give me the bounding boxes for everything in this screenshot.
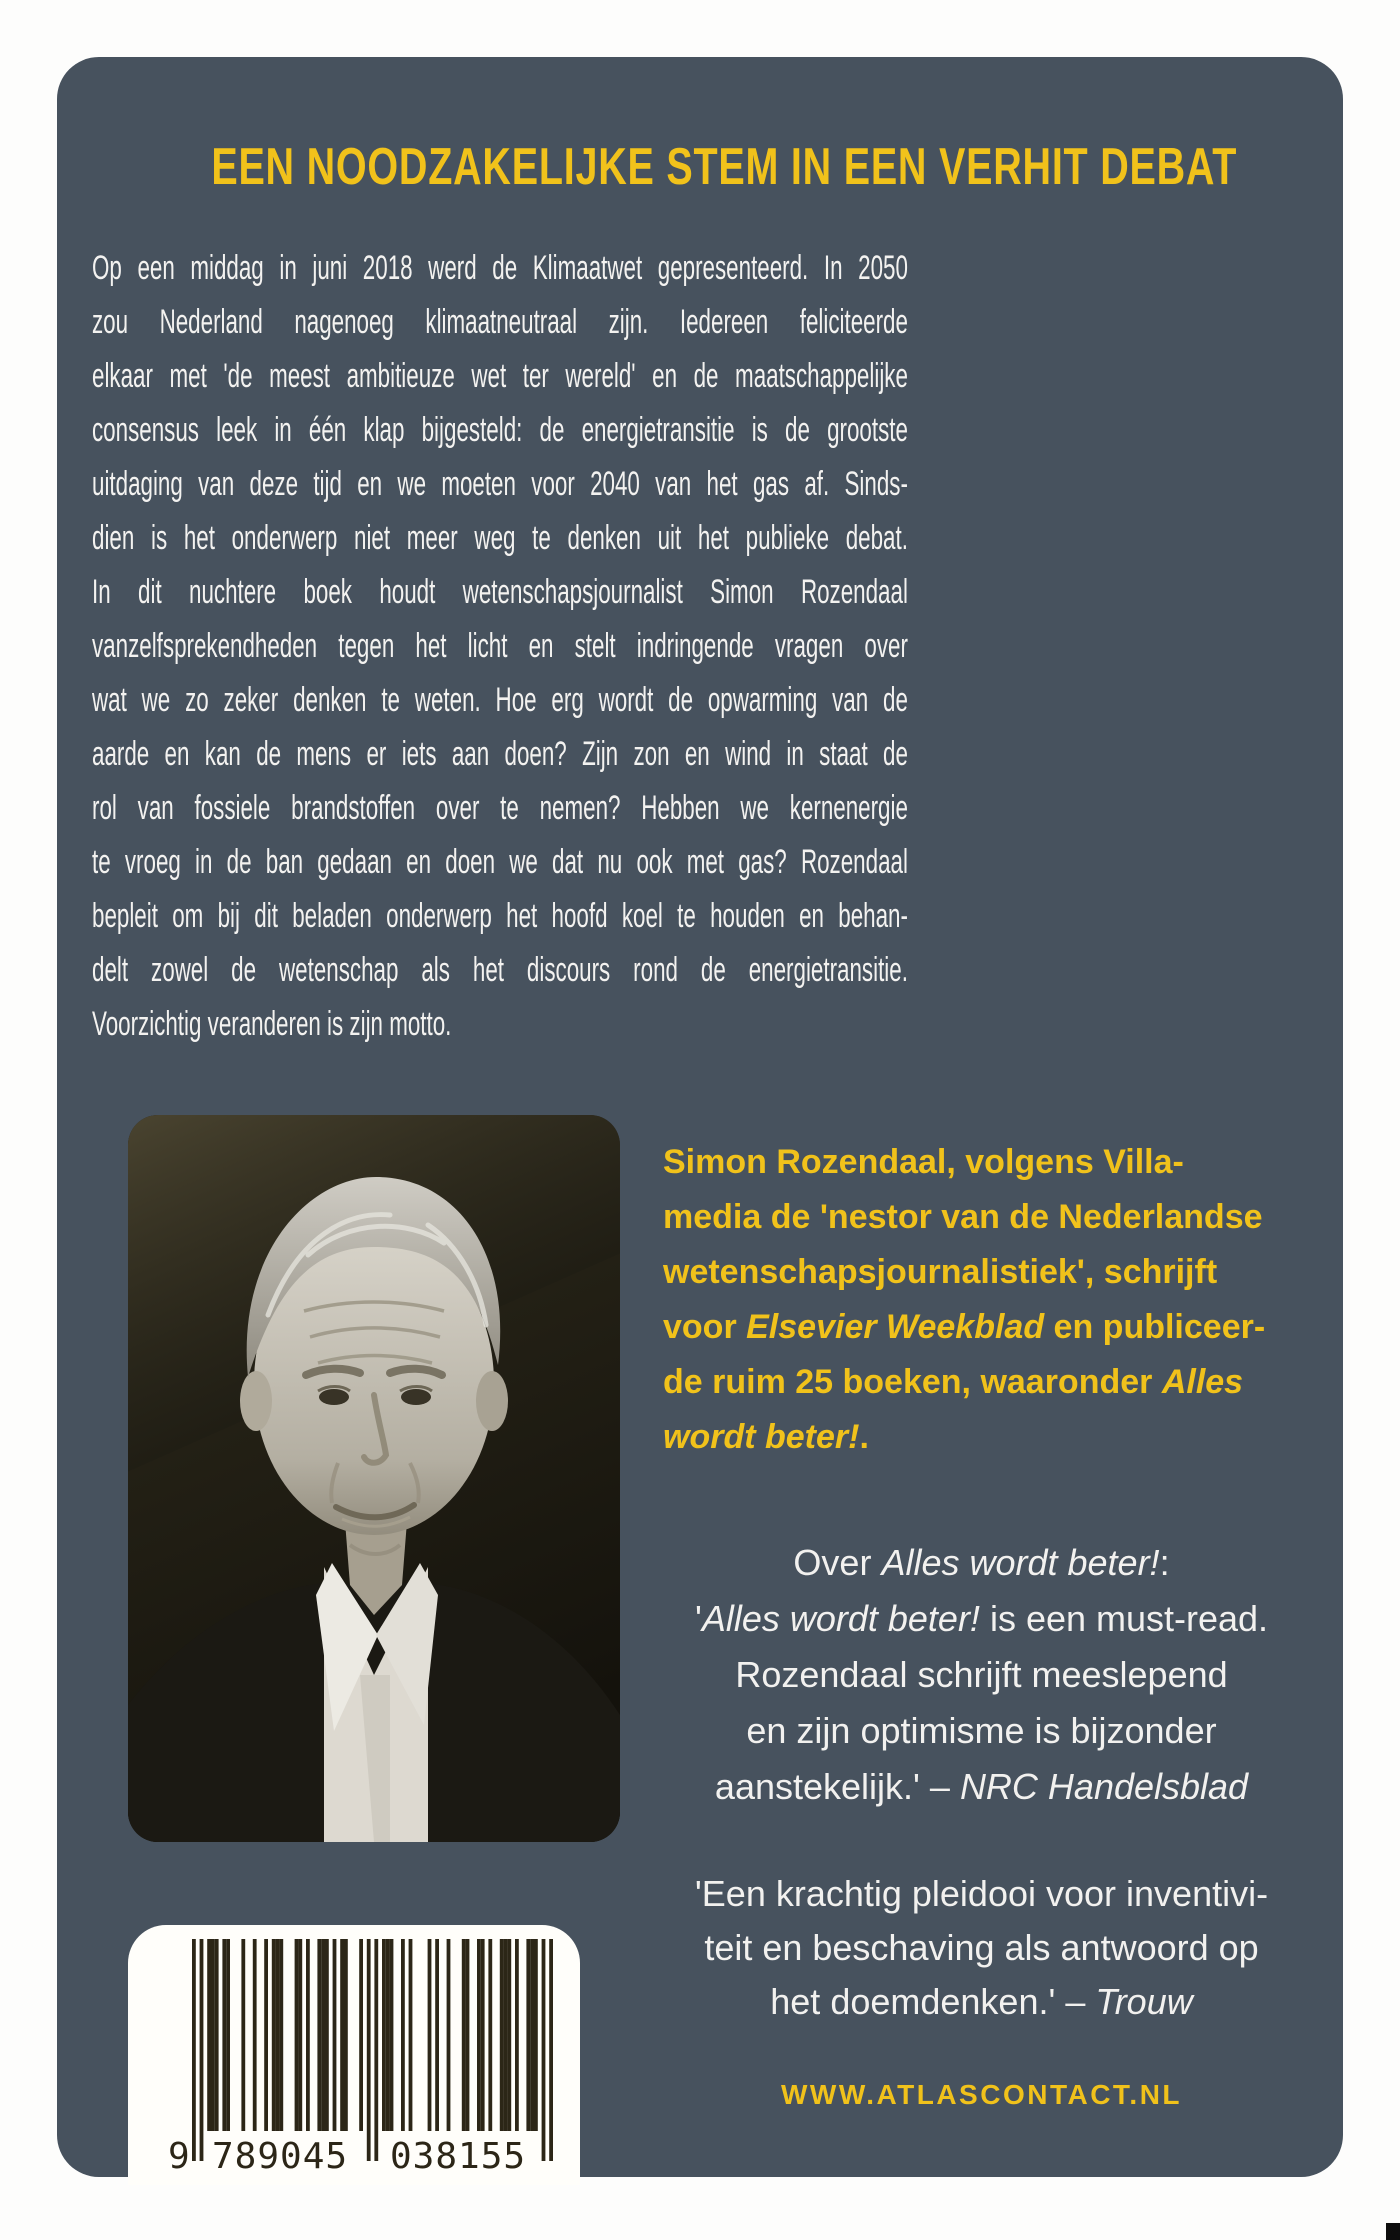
blurb-line: bepleit om bij dit beladen onderwerp het hoofd koel te houden en behan-	[92, 897, 908, 935]
blurb-line: dien is het onderwerp niet meer weg te denken uit het publieke debat.	[92, 519, 908, 557]
isbn-group1: 789045	[212, 2136, 349, 2177]
blurb-paragraph	[92, 241, 908, 1051]
blurb-line: Op een middag in juni 2018 werd de Klimaatwet gepresenteerd. In 2050	[92, 249, 908, 287]
quote-line: teit en beschaving als antwoord op	[704, 1927, 1259, 1968]
bio-line: Simon Rozendaal, volgens Villa-	[663, 1143, 1184, 1181]
blurb-line: vanzelfsprekendheden tegen het licht en stelt indringende vragen over	[92, 627, 908, 665]
bio-line: voor Elsevier Weekblad en publiceer-	[663, 1308, 1266, 1346]
bio-line: wordt beter!.	[663, 1418, 869, 1456]
barcode-panel	[128, 1925, 580, 2185]
quote-line: 'Alles wordt beter! is een must-read.	[694, 1598, 1269, 1639]
bio-line: media de 'nestor van de Nederlandse	[663, 1198, 1263, 1236]
print-corner-mark	[1386, 2223, 1400, 2240]
author-bio	[663, 1135, 1303, 1465]
publisher-website: WWW.ATLASCONTACT.NL	[780, 2079, 1183, 2110]
bio-line: de ruim 25 boeken, waaronder Alles	[663, 1363, 1244, 1401]
isbn-left-digit: 9	[168, 2136, 190, 2177]
isbn-group2: 038155	[390, 2136, 527, 2177]
blurb-line: Voorzichtig veranderen is zijn motto.	[92, 1005, 452, 1043]
review-quote-nrc	[620, 1535, 1343, 1815]
quote-line: het doemdenken.' – Trouw	[770, 1981, 1193, 2022]
blurb-line: delt zowel de wetenschap als het discours rond de energietransitie.	[92, 951, 908, 989]
author-photo	[128, 1115, 620, 1842]
blurb-line: te vroeg in de ban gedaan en doen we dat nu ook met gas? Rozendaal	[92, 843, 908, 881]
blurb-line: consensus leek in één klap bijgesteld: de energietransitie is de grootste	[92, 411, 908, 449]
quote-line: Rozendaal schrijft meeslepend	[735, 1654, 1228, 1695]
review-quote-trouw	[620, 1867, 1343, 2029]
bio-line: wetenschapsjournalistiek', schrijft	[663, 1253, 1218, 1291]
ean-barcode	[128, 1925, 580, 2185]
blurb-line: aarde en kan de mens er iets aan doen? Zijn zon en wind in staat de	[92, 735, 908, 773]
back-cover	[57, 57, 1343, 2177]
blurb-line: rol van fossiele brandstoffen over te nemen? Hebben we kernenergie	[92, 789, 908, 827]
blurb-line: uitdaging van deze tijd en we moeten voor 2040 van het gas af. Sinds-	[92, 465, 908, 503]
author-portrait-image	[128, 1115, 620, 1842]
blurb-line: In dit nuchtere boek houdt wetenschapsjournalist Simon Rozendaal	[92, 573, 908, 611]
quote-line: 'Een krachtig pleidooi voor inventivi-	[694, 1873, 1269, 1914]
headline: EEN NOODZAKELIJKE STEM IN EEN VERHIT DEBAT	[211, 138, 1238, 196]
blurb-line: elkaar met 'de meest ambitieuze wet ter wereld' en de maatschappelijke	[92, 357, 908, 395]
blurb-line: zou Nederland nagenoeg klimaatneutraal zijn. Iedereen feliciteerde	[92, 303, 908, 341]
blurb-line: wat we zo zeker denken te weten. Hoe erg wordt de opwarming van de	[92, 681, 908, 719]
quote-line: aanstekelijk.' – NRC Handelsblad	[714, 1766, 1249, 1807]
quote-line: Over Alles wordt beter!:	[793, 1542, 1170, 1583]
quote-line: en zijn optimisme is bijzonder	[746, 1710, 1217, 1751]
